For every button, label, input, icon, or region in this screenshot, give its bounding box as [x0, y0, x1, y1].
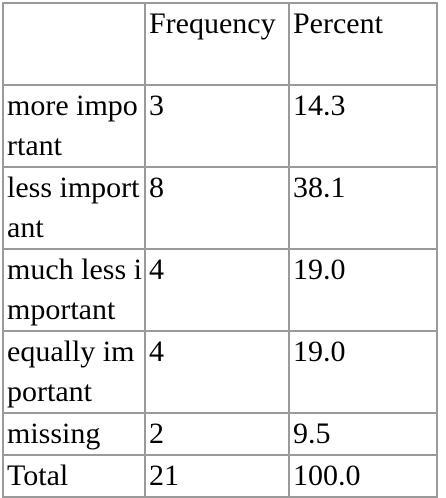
- table-header-row: [3, 3, 437, 85]
- frequency-cell: 4: [145, 331, 289, 413]
- percent-cell: 14.3: [289, 85, 437, 167]
- row-label: missing: [3, 413, 145, 455]
- frequency-cell: 2: [145, 413, 289, 455]
- table-row: [3, 413, 437, 455]
- frequency-cell: 8: [145, 167, 289, 249]
- percent-cell: 100.0: [289, 455, 437, 497]
- percent-cell: 19.0: [289, 249, 437, 331]
- row-label: less important: [3, 167, 145, 249]
- header-cell-percent: Percent: [289, 3, 437, 85]
- row-label: equally important: [3, 331, 145, 413]
- percent-cell: 38.1: [289, 167, 437, 249]
- header-cell-frequency: Frequency: [145, 3, 289, 85]
- frequency-table: [2, 2, 438, 498]
- frequency-cell: 4: [145, 249, 289, 331]
- table-row: [3, 249, 437, 331]
- row-label: more important: [3, 85, 145, 167]
- percent-cell: 19.0: [289, 331, 437, 413]
- percent-cell: 9.5: [289, 413, 437, 455]
- header-cell-empty: [3, 3, 145, 85]
- row-label: Total: [3, 455, 145, 497]
- table-row: [3, 331, 437, 413]
- table-total-row: [3, 455, 437, 497]
- row-label: much less important: [3, 249, 145, 331]
- frequency-cell: 3: [145, 85, 289, 167]
- table-row: [3, 167, 437, 249]
- frequency-cell: 21: [145, 455, 289, 497]
- table-row: [3, 85, 437, 167]
